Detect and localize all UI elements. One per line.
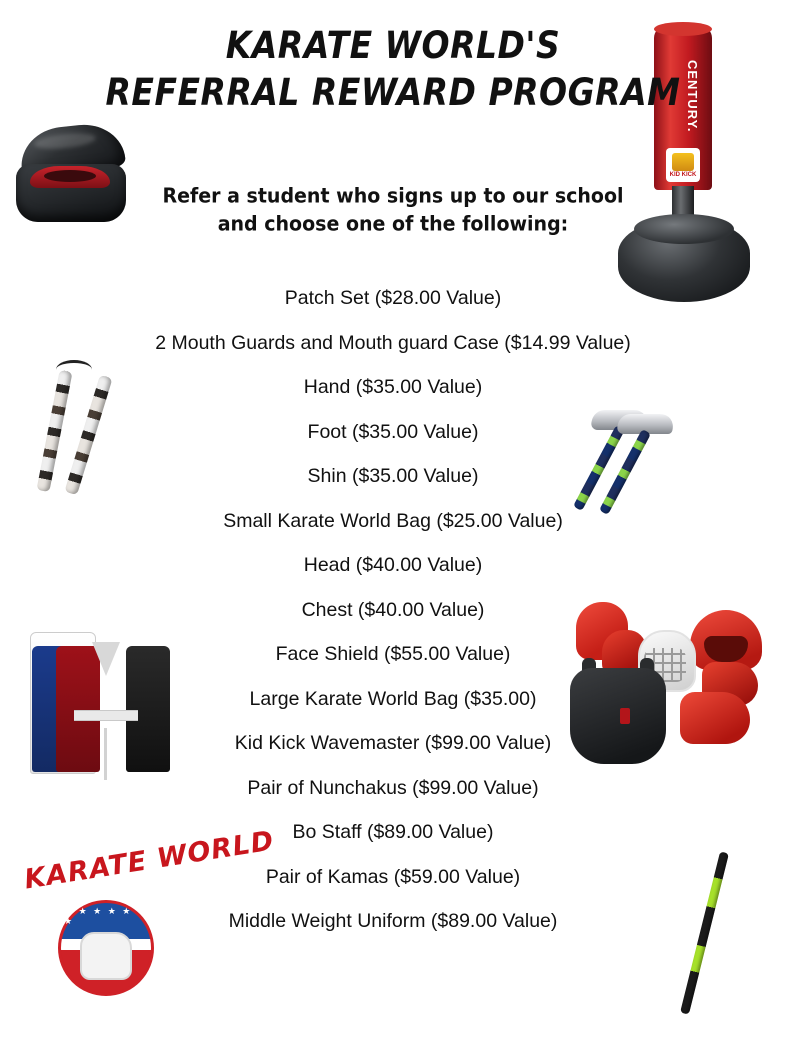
list-item: Bo Staff ($89.00 Value) bbox=[292, 821, 494, 843]
list-item: Head ($40.00 Value) bbox=[303, 554, 483, 576]
list-item: Small Karate World Bag ($25.00 Value) bbox=[223, 509, 563, 532]
logo-wordmark: KARATE WORLD bbox=[22, 825, 277, 896]
list-item: Shin ($35.00 Value) bbox=[307, 465, 479, 487]
mouth-guard-case-image bbox=[14, 126, 134, 226]
list-item: Chest ($40.00 Value) bbox=[301, 598, 485, 621]
flyer-subheading bbox=[140, 183, 646, 238]
subheading-line-2: and choose one of the following: bbox=[217, 211, 569, 236]
wavemaster-bag-top bbox=[654, 22, 712, 36]
list-item: Middle Weight Uniform ($89.00 Value) bbox=[228, 910, 558, 932]
kid-kick-wavemaster-image bbox=[608, 22, 768, 302]
nunchaku-stick-left bbox=[36, 370, 72, 492]
title-line-2: REFERRAL REWARD PROGRAM bbox=[105, 70, 681, 115]
reward-list bbox=[90, 276, 696, 944]
wavemaster-base-top bbox=[634, 214, 734, 244]
list-item: Patch Set ($28.00 Value) bbox=[284, 287, 502, 309]
wavemaster-logo-text: KID KICK bbox=[669, 172, 697, 178]
list-item: Face Shield ($55.00 Value) bbox=[275, 643, 511, 665]
wavemaster-logo-figure bbox=[672, 153, 694, 171]
case-tray-inner bbox=[44, 170, 96, 182]
list-item: Hand ($35.00 Value) bbox=[303, 376, 483, 398]
logo-stars: ★ ★ ★ ★ ★ ★ bbox=[64, 906, 133, 926]
list-item: 2 Mouth Guards and Mouth guard Case ($14.99 Value) bbox=[155, 331, 631, 354]
subheading-line-1: Refer a student who signs up to our school bbox=[162, 184, 624, 208]
title-line-1: KARATE WORLD'S bbox=[225, 23, 561, 67]
list-item: Pair of Kamas ($59.00 Value) bbox=[265, 865, 521, 888]
wavemaster-brand-label: CENTURY. bbox=[685, 60, 700, 133]
list-item: Kid Kick Wavemaster ($99.00 Value) bbox=[234, 732, 552, 754]
list-item: Foot ($35.00 Value) bbox=[307, 420, 479, 443]
list-item: Pair of Nunchakus ($99.00 Value) bbox=[247, 776, 539, 799]
list-item: Large Karate World Bag ($35.00) bbox=[249, 687, 537, 710]
